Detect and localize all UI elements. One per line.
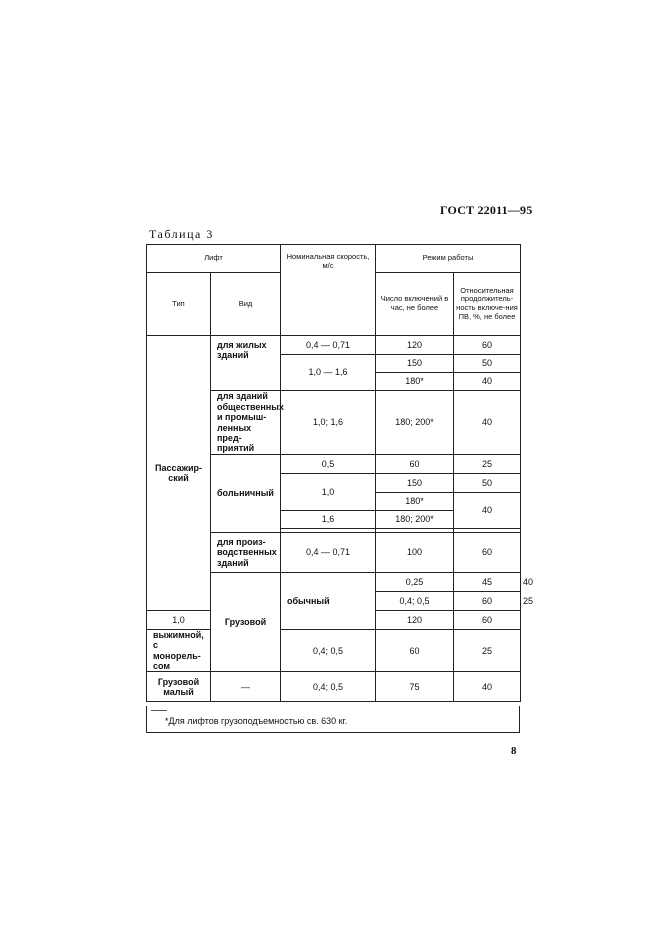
duty-cell: 60 (454, 336, 521, 355)
table-caption: Таблица 3 (149, 227, 214, 241)
starts-cell: 150 (376, 355, 454, 373)
type-small-cargo: Грузовой малый (147, 672, 211, 702)
starts-cell: 120 (376, 611, 454, 630)
header-speed: Номинальная скорость, м/с (281, 245, 376, 336)
standard-number: ГОСТ 22011—95 (440, 203, 533, 217)
header-type: Тип (147, 273, 211, 336)
starts-cell: 120 (376, 336, 454, 355)
speed-cell: 1,0 — 1,6 (281, 355, 376, 391)
duty-cell: 40 (454, 391, 521, 455)
page-number: 8 (511, 745, 517, 757)
starts-cell: 60 (376, 455, 454, 474)
kind-small: — (211, 672, 281, 702)
speed-cell: 1,6 (281, 511, 376, 529)
starts-cell: 180; 200* (376, 391, 454, 455)
header-lift: Лифт (147, 245, 281, 273)
starts-cell: 100 (376, 533, 454, 573)
duty-cell: 40 (454, 672, 521, 702)
speed-cell: 1,0; 1,6 (281, 391, 376, 455)
kind-ordinary: обычный (281, 573, 376, 630)
type-passenger: Пассажир-ский (147, 336, 211, 611)
duty-cell: 40 (454, 373, 521, 391)
footnote-box (146, 706, 520, 733)
kind-residential: для жилых зданий (211, 336, 281, 391)
header-duty: Относительная продолжитель-ность включе-ния ПВ, %, не более (454, 273, 521, 336)
speed-cell: 0,4; 0,5 (281, 630, 376, 672)
speed-cell: 0,5 (281, 455, 376, 474)
duty-cell: 50 (454, 355, 521, 373)
starts-cell: 45 (454, 573, 521, 592)
duty-cell: 50 (454, 474, 521, 493)
duty-cell: 25 (454, 630, 521, 672)
footnote: *Для лифтов грузоподъемностью св. 630 кг. (165, 716, 348, 726)
speed-cell: 1,0 (147, 611, 211, 630)
starts-cell: 180; 200* (376, 511, 454, 529)
starts-cell: 180* (376, 493, 454, 511)
starts-cell: 180* (376, 373, 454, 391)
kind-industrial: для произ-водственных зданий (211, 533, 281, 573)
lift-modes-table: Лифт Номинальная скорость, м/с Режим работы Тип Вид Число включений в час, не более Относительная продолжитель-ность включе-ния ПВ, %, не более Пассажир-ский для жилых зданий 0,4 — 0,71 120 60 1,0 — 1,6 150 50 180* 40 для зданий общественных и промыш-ленных пред-приятий 1,0; 1,6 180; 200* 40 больничный 0,5 60 25 1,0 150 50 180* 40 1,6 180; 200* для произ-водственных зданий 0,4 — 0,71 100 60 Грузовой обычный 0,25 45 40 0,4; 0,5 60 25 1,0 120 60 выжимной, с монорель-сом 0,4; 0,5 60 25 Грузовой малый — 0,4; 0,5 75 40 (146, 244, 521, 702)
speed-cell: 0,25 (376, 573, 454, 592)
duty-cell: 60 (454, 533, 521, 573)
speed-cell: 0,4 — 0,71 (281, 336, 376, 355)
duty-cell: 40 (454, 493, 521, 529)
starts-cell: 75 (376, 672, 454, 702)
footnote-rule (151, 710, 167, 711)
starts-cell: 60 (454, 592, 521, 611)
speed-cell: 0,4 — 0,71 (281, 533, 376, 573)
duty-cell: 25 (454, 455, 521, 474)
header-mode: Режим работы (376, 245, 521, 273)
speed-cell: 0,4; 0,5 (281, 672, 376, 702)
header-starts: Число включений в час, не более (376, 273, 454, 336)
speed-cell: 0,4; 0,5 (376, 592, 454, 611)
starts-cell: 150 (376, 474, 454, 493)
type-cargo: Грузовой (211, 573, 281, 672)
starts-cell: 60 (376, 630, 454, 672)
kind-hospital: больничный (211, 455, 281, 533)
duty-cell: 60 (454, 611, 521, 630)
header-kind: Вид (211, 273, 281, 336)
kind-public: для зданий общественных и промыш-ленных пред-приятий (211, 391, 281, 455)
speed-cell: 1,0 (281, 474, 376, 511)
kind-monorail: выжимной, с монорель-сом (147, 630, 211, 672)
